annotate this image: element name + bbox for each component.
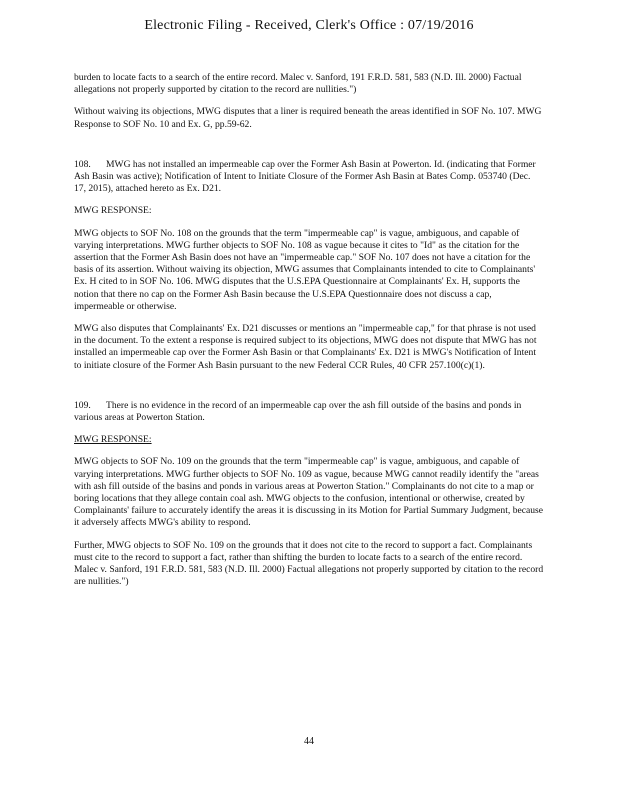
item-109-number: 109. bbox=[74, 399, 91, 411]
item-109-text: There is no evidence in the record of an impermeable cap over the ash fill outside of the basins and ponds in various areas at Powerton Station. bbox=[74, 399, 522, 424]
response-109-paragraph-2: Further, MWG objects to SOF No. 109 on the grounds that it does not cite to the record to support a fact. Complainants must cite to the record to support a fact, rather than shifting the burden to locate facts to a search of the entire record. Malec v. Sanford, 191 F.R.D. 581, 583 (N.D. Ill. 2000) Factual allegations not properly supported by citation to the record are nullities.") bbox=[74, 539, 544, 588]
response-108-paragraph-1: MWG objects to SOF No. 108 on the grounds that the term "impermeable cap" is vague, ambiguous, and capable of varying interpretations. MWG further objects to SOF No. 108 as vague because it cites to "Id" as the citation for the assertion that the Former Ash Basin does not have an "impermeable cap." SOF No. 107 does not have a citation for the basis of its assertion. Without waiving its objection, MWG assumes that Complainants intended to cite to Complainants' Ex. H cited to in SOF No. 106. MWG disputes that the U.S.EPA Questionnaire at Complainants' Ex. H, supports the notion that there no cap on the Former Ash Basin because the U.S.EPA Questionnaire does not discuss a cap, impermeable or otherwise. bbox=[74, 227, 536, 312]
item-108-number: 108. bbox=[74, 158, 91, 170]
response-108-paragraph-2: MWG also disputes that Complainants' Ex. D21 discusses or mentions an "impermeable cap," for that phrase is not used in the document. To the extent a response is required subject to its objections, MWG does not dispute that MWG has not installed an impermeable cap over the Former Ash Basin or that Complainants' Ex. D21 is MWG's Notification of Intent to initiate closure of the Former Ash Basin pursuant to the new Federal CCR Rules, 40 CFR 257.100(c)(1). bbox=[74, 323, 537, 371]
item-108-text: MWG has not installed an impermeable cap over the Former Ash Basin at Powerton. Id. (indicating that Former Ash Basin was active); Notification of Intent to Initiate Closure of the Former Ash Basin at Bates Comp. 053740 (Dec. 17, 2015), attached hereto as Ex. D21. bbox=[74, 158, 536, 195]
item-108 bbox=[74, 159, 544, 196]
document-body bbox=[74, 72, 544, 599]
response-109-heading: MWG RESPONSE: bbox=[74, 434, 152, 446]
response-109-paragraph-1: MWG objects to SOF No. 109 on the grounds that the term "impermeable cap" is vague, ambiguous, and capable of varying interpretations. MWG further objects to SOF No. 109 as vague, because MWG cannot readily identify the "areas with ash fill outside of the basins and ponds in various areas at Powerton Station." Complainants do not cite to a map or boring locations that they allege contain coal ash. MWG objects to the confusion, intentional or otherwise, created by Complainants' failure to accurately identify the areas it is discussing in its Motion for Partial Summary Judgment, because it adversely affects MWG's ability to respond. bbox=[74, 456, 544, 529]
item-109 bbox=[74, 400, 544, 424]
paragraph-dispute-liner: Without waiving its objections, MWG disputes that a liner is required beneath the areas identified in SOF No. 107. MWG Response to SOF No. 10 and Ex. G, pp.59-62. bbox=[74, 106, 542, 130]
response-108-heading: MWG RESPONSE: bbox=[74, 205, 152, 217]
page-number: 44 bbox=[304, 736, 314, 747]
filing-header: Electronic Filing - Received, Clerk's Office : 07/19/2016 bbox=[144, 18, 474, 33]
paragraph-continuation: burden to locate facts to a search of the entire record. Malec v. Sanford, 191 F.R.D. 581, 583 (N.D. Ill. 2000) Factual allegations not properly supported by citation to the record are nullities.") bbox=[74, 72, 522, 96]
